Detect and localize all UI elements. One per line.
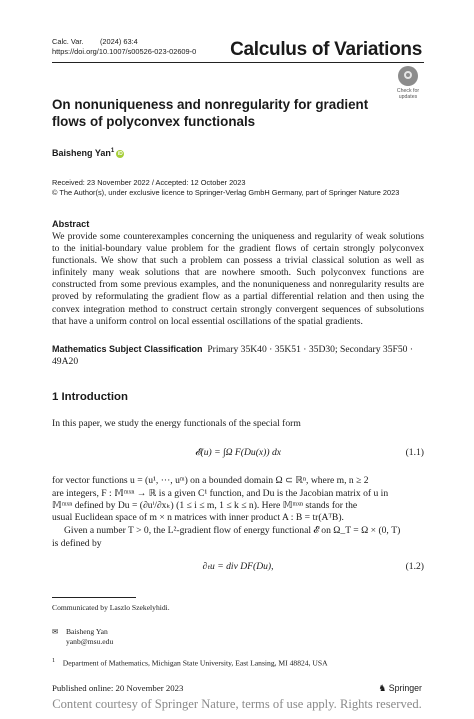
contact-email[interactable]: yanb@msu.edu [66, 637, 114, 646]
author-name[interactable]: Baisheng Yan [52, 148, 111, 158]
springer-horse-icon: ♞ [378, 683, 387, 693]
msc-line [52, 343, 424, 368]
msc-label: Mathematics Subject Classification [52, 344, 203, 354]
check-for-updates-badge[interactable] [391, 66, 425, 102]
affiliation-line [52, 656, 328, 669]
abstract-text: We provide some counterexamples concerning the uniqueness and regularity of weak solutions to the initial-boundary value problem for the gradient flows of certain strongly polyconvex functionals. We show that such a problem can possess a trivial classical solution as well as infinitely many weak solutions that are nowhere smooth. Such polyconvex functions are constructed from some previous examples, and the nonuniqueness and nonregularity results are proved by reformulating the gradient flow as a partial differential relation and then using the convex integration method to construct certain strongly convergent sequences of subsolutions that have a uniform control on local essential oscillations of the spatial gradients. [52, 231, 424, 327]
footnote-rule [52, 597, 136, 598]
intro-paragraph-3-line-1: Given a number T > 0, the L²-gradient flow of energy functional 𝓔 on Ω_T = Ω × (0, T) [64, 525, 401, 536]
section-heading: 1 Introduction [52, 391, 128, 403]
equation-1-1-body: 𝓔(u) = ∫Ω F(Du(x)) dx [195, 447, 281, 458]
contact-line [52, 627, 108, 638]
intro-paragraph-3-line-2: is defined by [52, 538, 102, 549]
communicated-by: Communicated by Laszlo Szekelyhidi. [52, 603, 170, 612]
author-line [52, 148, 124, 158]
header-rule [52, 62, 424, 63]
publisher-name: Springer [388, 683, 422, 693]
volume-info: (2024) 63:4 [99, 37, 138, 46]
courtesy-notice: Content courtesy of Springer Nature, terms of use apply. Rights reserved. [52, 697, 422, 711]
journal-short: Calc. Var. [52, 37, 84, 46]
affiliation-number: 1 [52, 657, 56, 664]
orcid-icon[interactable]: iD [117, 150, 123, 157]
abstract-heading: Abstract [52, 219, 90, 229]
equation-1-2-body: ∂ₜu = div DF(Du), [202, 561, 274, 572]
journal-name: Calculus of Variations [230, 39, 422, 60]
journal-citation [52, 37, 138, 47]
publisher-logo [378, 683, 422, 694]
badge-label: Check for updates [396, 88, 420, 100]
intro-paragraph-2-line-2: are integers, F : 𝕄ᵐˣⁿ → ℝ is a given C¹ function, and Du is the Jacobian matrix of u in [52, 488, 389, 499]
article-dates: Received: 23 November 2022 / Accepted: 12 October 2023 [52, 178, 246, 187]
intro-paragraph-2-line-4: usual Euclidean space of m × n matrices with inner product A : B = tr(AᵀB). [52, 512, 344, 523]
equation-1-1-number: (1.1) [405, 447, 424, 458]
intro-paragraph-2-line-1: for vector functions u = (u¹, ···, uᵐ) on a bounded domain Ω ⊂ ℝⁿ, where m, n ≥ 2 [52, 475, 369, 486]
published-online: Published online: 20 November 2023 [52, 683, 184, 693]
intro-paragraph-1: In this paper, we study the energy functionals of the special form [52, 418, 301, 429]
doi-link[interactable]: https://doi.org/10.1007/s00526-023-02609-0 [52, 47, 197, 56]
copyright-line: © The Author(s), under exclusive licence to Springer-Verlag GmbH Germany, part of Springer Nature 2023 [52, 188, 400, 197]
envelope-icon: ✉ [52, 627, 59, 636]
intro-paragraph-2-line-3: 𝕄ᵐˣⁿ defined by Du = (∂uⁱ/∂xₖ) (1 ≤ i ≤ m, 1 ≤ k ≤ n). Here 𝕄ᵐˣⁿ stands for the [52, 500, 358, 511]
author-affiliation-mark: 1 [110, 148, 115, 154]
equation-1-1 [52, 447, 424, 461]
equation-1-2-number: (1.2) [405, 561, 424, 572]
affiliation-text: Department of Mathematics, Michigan State University, East Lansing, MI 48824, USA [62, 658, 328, 668]
msc-codes: Primary 35K40 · 35K51 · 35D30; Secondary 35F50 · 49A20 [52, 344, 414, 368]
equation-1-2 [52, 561, 424, 575]
article-title: On nonuniqueness and nonregularity for gradient flows of polyconvex functionals [52, 97, 369, 129]
bookmark-icon [398, 66, 418, 86]
contact-name: Baisheng Yan [65, 627, 108, 636]
